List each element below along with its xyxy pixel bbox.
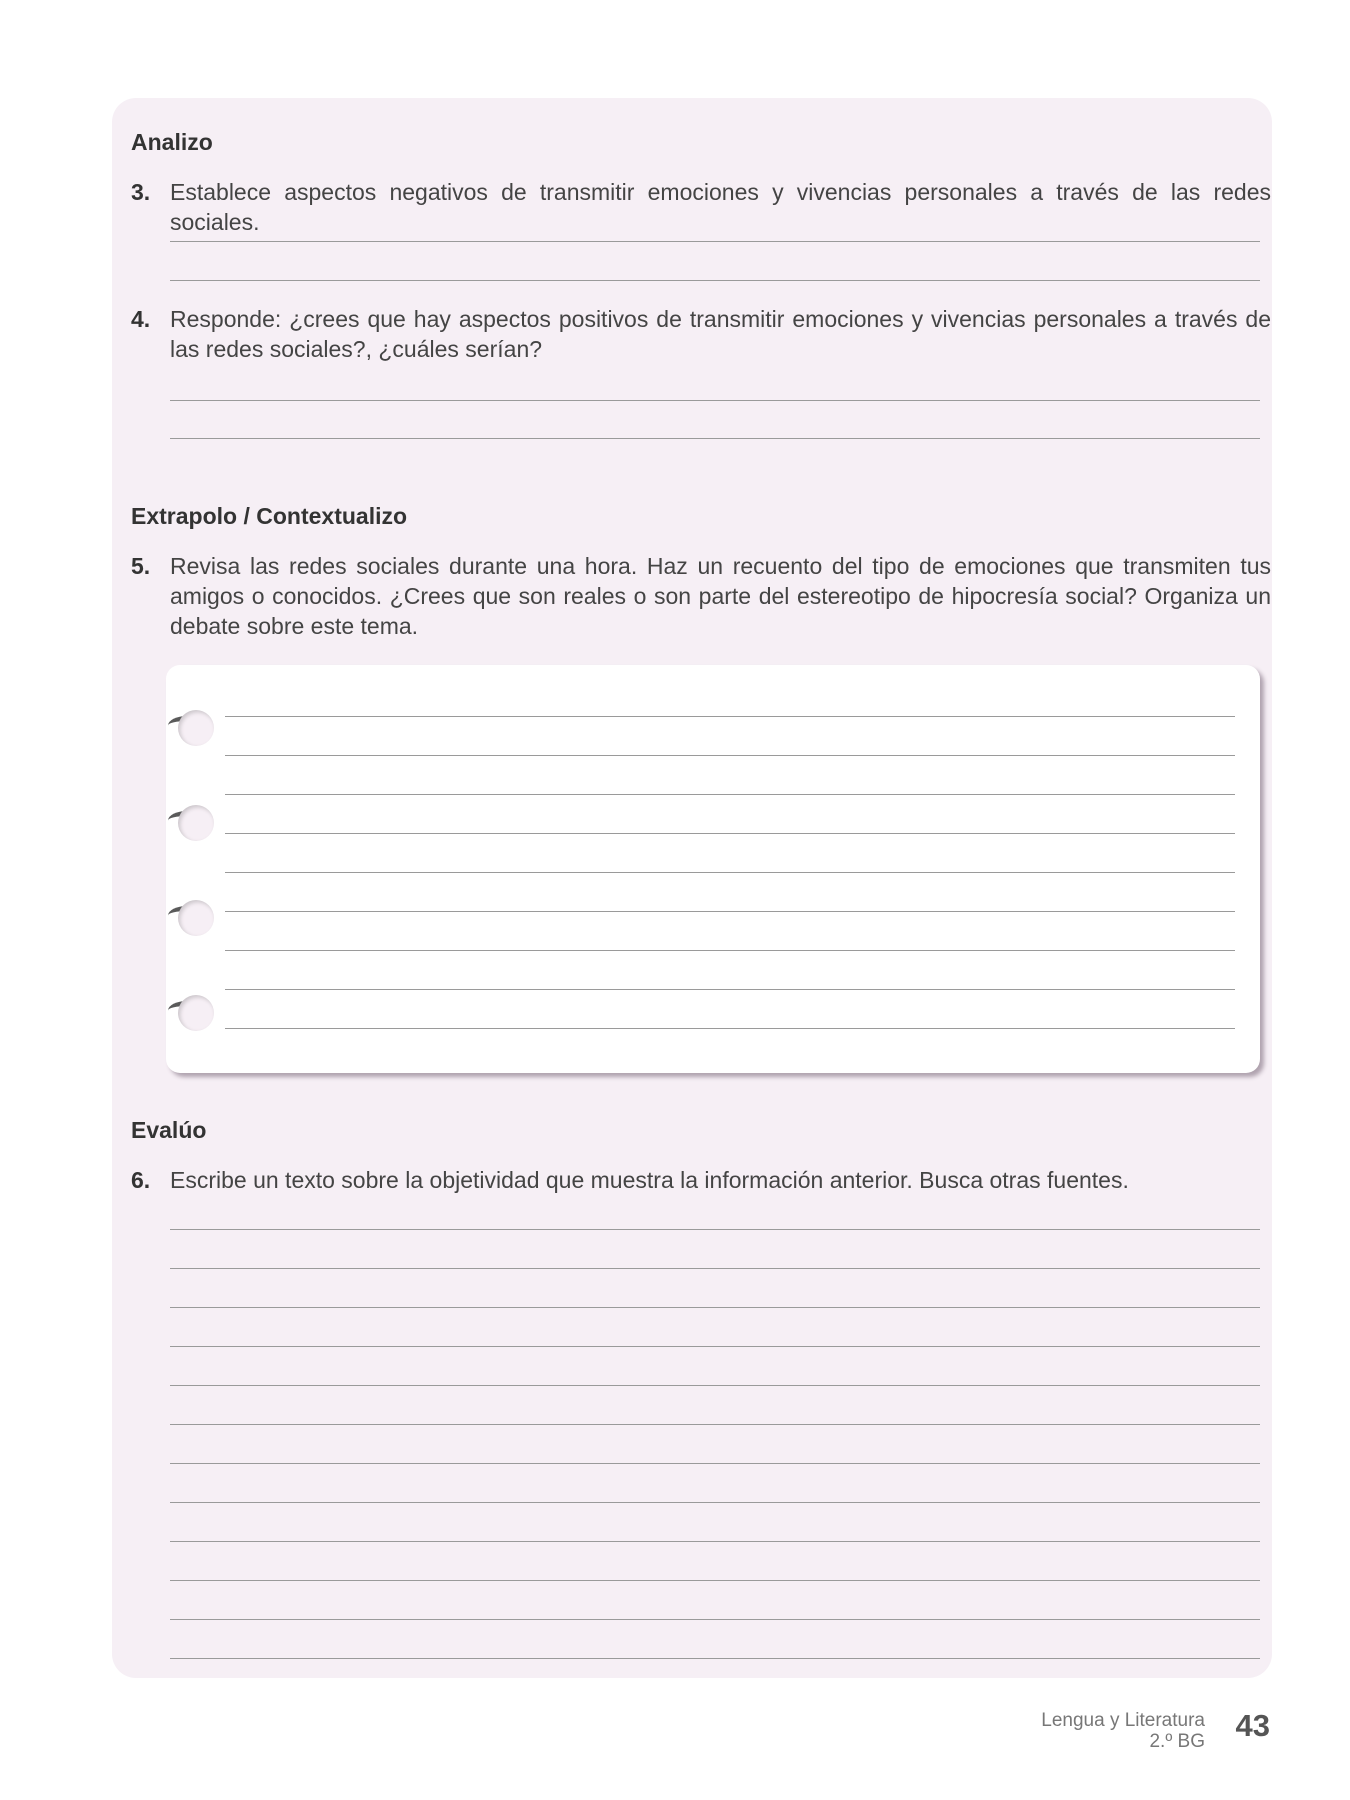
- answer-line[interactable]: [170, 438, 1260, 439]
- notebook-line[interactable]: [225, 911, 1235, 912]
- answer-line[interactable]: [170, 1580, 1260, 1581]
- section-heading-analizo: Analizo: [131, 129, 213, 155]
- ring-hole-icon: [178, 710, 214, 746]
- notebook-line[interactable]: [225, 716, 1235, 717]
- question-4: [131, 304, 1271, 364]
- answer-line[interactable]: [170, 1346, 1260, 1347]
- notebook-answer-area[interactable]: [166, 665, 1260, 1073]
- question-5: [131, 551, 1271, 641]
- question-6: [131, 1165, 1271, 1195]
- answer-line[interactable]: [170, 1385, 1260, 1386]
- answer-line[interactable]: [170, 241, 1260, 242]
- notebook-line[interactable]: [225, 1028, 1235, 1029]
- question-3: [131, 177, 1271, 237]
- question-number: 5.: [131, 553, 151, 579]
- answer-line[interactable]: [170, 1307, 1260, 1308]
- answer-line[interactable]: [170, 280, 1260, 281]
- answer-line[interactable]: [170, 1541, 1260, 1542]
- answer-line[interactable]: [170, 1463, 1260, 1464]
- notebook-line[interactable]: [225, 989, 1235, 990]
- answer-line[interactable]: [170, 1658, 1260, 1659]
- notebook-line[interactable]: [225, 794, 1235, 795]
- section-heading-extrapolo: Extrapolo / Contextualizo: [131, 503, 408, 529]
- ring-hole-icon: [178, 805, 214, 841]
- answer-line[interactable]: [170, 1502, 1260, 1503]
- question-number: 3.: [131, 179, 151, 205]
- footer-subject: [1041, 1710, 1205, 1752]
- question-text: Revisa las redes sociales durante una hora. Haz un recuento del tipo de emociones que transmiten tus amigos o conocidos. ¿Crees que son reales o son parte del estereotipo de hipocresía social? Organiza un debate sobre este tema.: [170, 553, 1271, 639]
- answer-line[interactable]: [170, 1424, 1260, 1425]
- question-text: Establece aspectos negativos de transmitir emociones y vivencias personales a través de las redes sociales.: [170, 179, 1271, 235]
- section-heading-evaluo: Evalúo: [131, 1117, 207, 1143]
- question-number: 6.: [131, 1167, 151, 1193]
- subject-name: Lengua y Literatura: [1041, 1710, 1205, 1731]
- page-number: 43: [1235, 1708, 1270, 1743]
- answer-line[interactable]: [170, 1619, 1260, 1620]
- notebook-line[interactable]: [225, 872, 1235, 873]
- ring-hole-icon: [178, 995, 214, 1031]
- question-number: 4.: [131, 306, 151, 332]
- grade-level: 2.º BG: [1149, 1731, 1205, 1752]
- question-text: Escribe un texto sobre la objetividad que muestra la información anterior. Busca otras fuentes.: [170, 1167, 1129, 1193]
- notebook-line[interactable]: [225, 755, 1235, 756]
- ring-hole-icon: [178, 900, 214, 936]
- answer-line[interactable]: [170, 1268, 1260, 1269]
- answer-line[interactable]: [170, 400, 1260, 401]
- notebook-line[interactable]: [225, 950, 1235, 951]
- question-text: Responde: ¿crees que hay aspectos positivos de transmitir emociones y vivencias personales a través de las redes sociales?, ¿cuáles serían?: [170, 306, 1271, 362]
- answer-line[interactable]: [170, 1229, 1260, 1230]
- notebook-line[interactable]: [225, 833, 1235, 834]
